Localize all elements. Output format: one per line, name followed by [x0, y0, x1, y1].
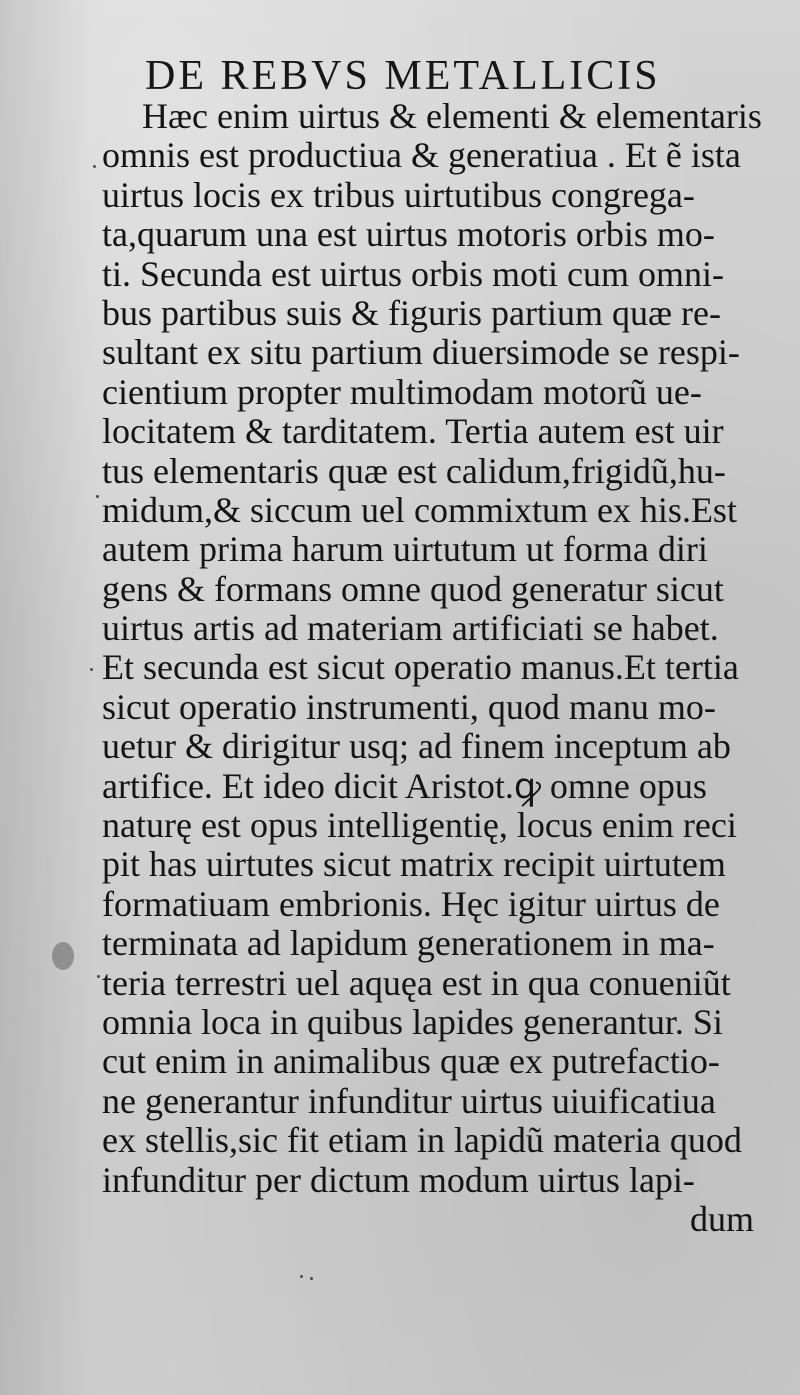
ink-speck	[310, 1277, 313, 1280]
text-line: sicut operatio instrumenti, quod manu mo-	[102, 686, 716, 727]
text-line: formatiuam embrionis. Hęc igitur uirtus de	[102, 883, 720, 924]
text-line: uirtus locis ex tribus uirtutibus congrega-	[102, 174, 695, 215]
text-line: cut enim in animalibus quæ ex putrefactio-	[102, 1041, 720, 1082]
ink-speck	[97, 975, 100, 978]
text-line: tus elementaris quæ est calidum,frigidũ,hu-	[102, 450, 726, 491]
text-line: ti. Secunda est uirtus orbis moti cum omni-	[102, 253, 724, 294]
text-line: naturę est opus intelligentię, locus enim reci	[102, 805, 737, 846]
text-line: pit has uirtutes sicut matrix recipit uirtutem	[102, 844, 726, 885]
text-line: autem prima harum uirtutum ut forma diri	[102, 529, 708, 570]
text-line: terminata ad lapidum generationem in ma-	[102, 923, 715, 964]
text-line: omnis est productiua & generatiua . Et ẽ ista	[102, 135, 741, 176]
ink-speck	[96, 495, 99, 498]
ink-speck	[300, 1275, 303, 1278]
text-line: ex stellis,sic fit etiam in lapidũ materia quod	[102, 1120, 742, 1161]
text-line: Hæc enim uirtus & elementi & elementaris	[142, 96, 762, 136]
text-line: infunditur per dictum modum uirtus lapi-	[102, 1159, 695, 1200]
body-text	[102, 97, 782, 1239]
text-line: midum,& siccum uel commixtum ex his.Est	[102, 489, 737, 530]
running-head: DE REBVS METALLICIS	[145, 53, 661, 99]
catchword: dum	[689, 1198, 754, 1239]
text-line: gens & formans omne quod generatur sicut	[102, 568, 724, 609]
ink-speck	[93, 165, 96, 168]
text-line: ta,quarum una est uirtus motoris orbis mo-	[102, 214, 715, 255]
text-line: bus partibus suis & figuris partium quæ re-	[102, 292, 721, 333]
text-line: uetur & dirigitur usq; ad finem inceptum ab	[102, 726, 731, 767]
text-line: ne generantur infunditur uirtus uiuificatiua	[102, 1080, 716, 1121]
text-line: teria terrestri uel aquęa est in qua conueniũt	[102, 962, 731, 1003]
gutter-shadow	[0, 0, 95, 1395]
text-line: sultant ex situ partium diuersimode se respi-	[102, 332, 740, 373]
text-line: uirtus artis ad materiam artificiati se habet.	[102, 608, 719, 649]
text-line: Et secunda est sicut operatio manus.Et tertia	[102, 647, 739, 688]
ink-smudge	[52, 942, 74, 970]
text-line: cientium propter multimodam motorũ ue-	[102, 371, 702, 412]
text-line: locitatem & tarditatem. Tertia autem est uir	[102, 411, 724, 452]
text-line: artifice. Et ideo dicit Aristot.ꝙ omne opus	[102, 765, 707, 806]
text-line: omnia loca in quibus lapides generantur. Si	[102, 1001, 723, 1042]
ink-speck	[90, 668, 93, 671]
